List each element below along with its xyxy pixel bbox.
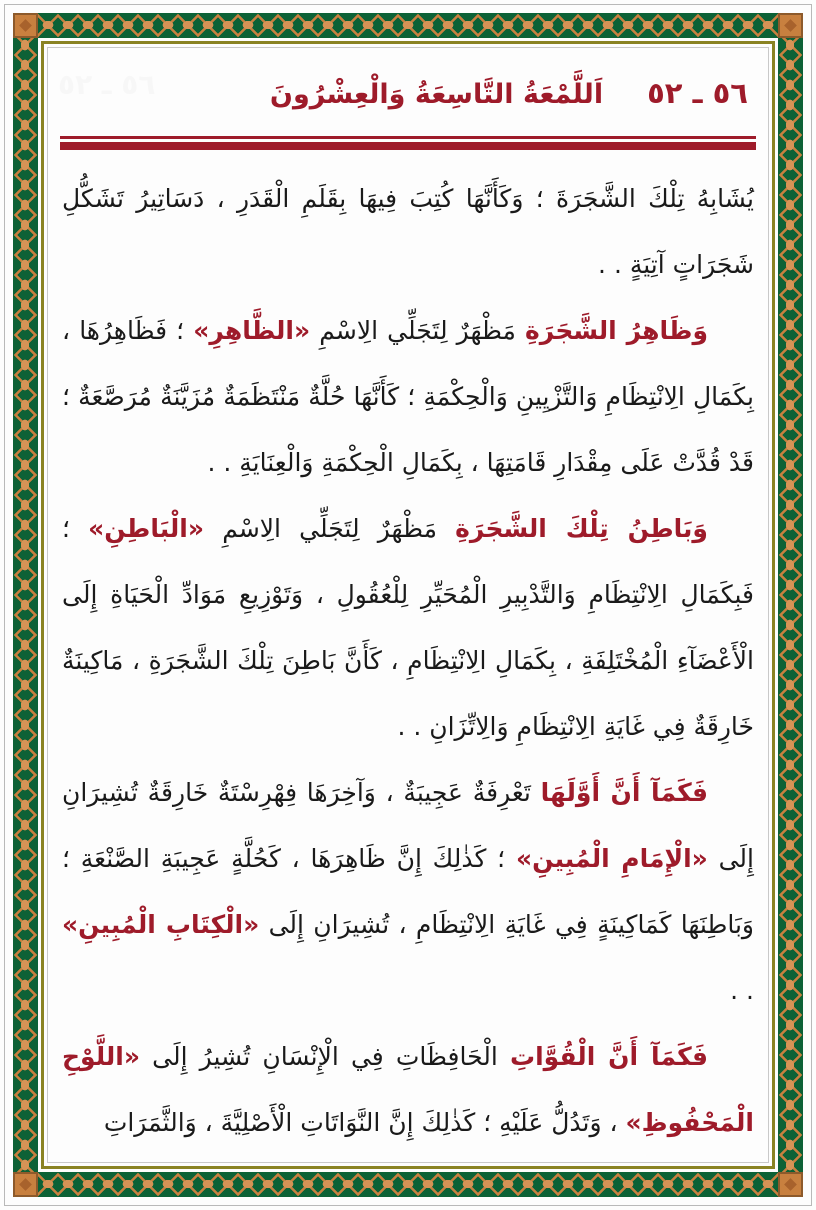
- paragraph-p5: [62, 1024, 754, 1156]
- text-run: ؛ فَظَاهِرُهَا ، بِكَمَالِ الِانْتِظَامِ وَالتَّزْيِينِ وَالْحِكْمَةِ ؛ كَأَنَّهَا حُلَّةٌ مَنْتَظَمَةٌ مُزَيَّنَةٌ مُرَصَّعَةٌ ؛ قَدْ قُدَّتْ عَلَى مِقْدَارِ قَامَتِهَا ، بِكَمَالِ الْحِكْمَةِ وَالْعِنَايَةِ . .: [62, 316, 754, 477]
- highlighted-phrase: «الْكِتَابِ الْمُبِينِ»: [62, 910, 260, 939]
- lesson-title: اَللَّمْعَةُ التَّاسِعَةُ وَالْعِشْرُونَ: [269, 79, 604, 110]
- header-divider: [60, 136, 756, 150]
- highlighted-phrase: «الْبَاطِنِ»: [88, 514, 205, 543]
- paragraph-p3: [62, 496, 754, 760]
- page-header: [52, 52, 764, 134]
- text-run: ؛ كَذٰلِكَ إِنَّ ظَاهِرَهَا ، كَحُلَّةٍ عَجِيبَةِ الصَّنْعَةِ ؛ وَبَاطِنَهَا كَمَاكِينَةٍ فِي غَايَةِ الِانْتِظَامِ ، تُشِيرَانِ إِلَى: [62, 844, 754, 939]
- paragraph-p2: [62, 298, 754, 496]
- text-run: مَظْهَرٌ لِتَجَلِّي الِاسْمِ: [310, 316, 526, 345]
- body-text: [52, 150, 764, 1156]
- divider-thick-line: [60, 142, 756, 150]
- page-range-watermark: ٥٦ ـ ٥٢: [58, 68, 156, 101]
- highlighted-phrase: «الظَّاهِرِ»: [193, 316, 311, 345]
- highlighted-phrase: «الْإِمَامِ الْمُبِينِ»: [515, 844, 708, 873]
- highlighted-phrase: فَكَمَآ أَنَّ أَوَّلَهَا: [540, 778, 708, 807]
- text-run: الْحَافِظَاتِ فِي الْإِنْسَانِ تُشِيرُ إِلَى: [140, 1042, 510, 1071]
- page-range-label: ٥٦ ـ ٥٢: [647, 76, 748, 110]
- text-run: يُشَابِهُ تِلْكَ الشَّجَرَةَ ؛ وَكَأَنَّهَا كُتِبَ فِيهَا بِقَلَمِ الْقَدَرِ ، دَسَاتِيرُ تَشَكُّلِ شَجَرَاتٍ آتِيَةٍ . .: [62, 184, 754, 279]
- highlighted-phrase: «اللَّوْحِ الْمَحْفُوظِ»: [62, 1042, 754, 1137]
- paragraph-p1: [62, 166, 754, 298]
- highlighted-phrase: وَظَاهِرُ الشَّجَرَةِ: [525, 316, 708, 345]
- text-run: ؛ فَبِكَمَالِ الِانْتِظَامِ وَالتَّدْبِيرِ الْمُحَيِّرِ لِلْعُقُولِ ، وَتَوْزِيعِ مَوَادِّ الْحَيَاةِ إِلَى الْأَعْضَآءِ الْمُخْتَلِفَةِ ، بِكَمَالِ الِانْتِظَامِ ، كَأَنَّ بَاطِنَ تِلْكَ الشَّجَرَةِ ، مَاكِينَةٌ خَارِقَةٌ فِي غَايَةِ الِانْتِظَامِ وَالِاتِّزَانِ . .: [62, 514, 754, 741]
- text-run: . .: [730, 976, 754, 1005]
- text-run: مَظْهَرٌ لِتَجَلِّي الِاسْمِ: [204, 514, 456, 543]
- highlighted-phrase: وَبَاطِنُ تِلْكَ الشَّجَرَةِ: [455, 514, 708, 543]
- highlighted-phrase: فَكَمَآ أَنَّ الْقُوَّاتِ: [509, 1042, 709, 1071]
- header-row: [60, 76, 756, 110]
- text-run: تَعْرِفَةٌ عَجِيبَةٌ ، وَآخِرَهَا فِهْرِسْتَةٌ خَارِقَةٌ تُشِيرَانِ إِلَى: [62, 778, 754, 873]
- paragraph-p4: [62, 760, 754, 1024]
- page-content: [52, 52, 764, 1158]
- text-run: ، وَتَدُلُّ عَلَيْهِ ؛ كَذٰلِكَ إِنَّ النَّوَاتَاتِ الْأَصْلِيَّةَ ، وَالثَّمَرَاتِ: [103, 1108, 626, 1137]
